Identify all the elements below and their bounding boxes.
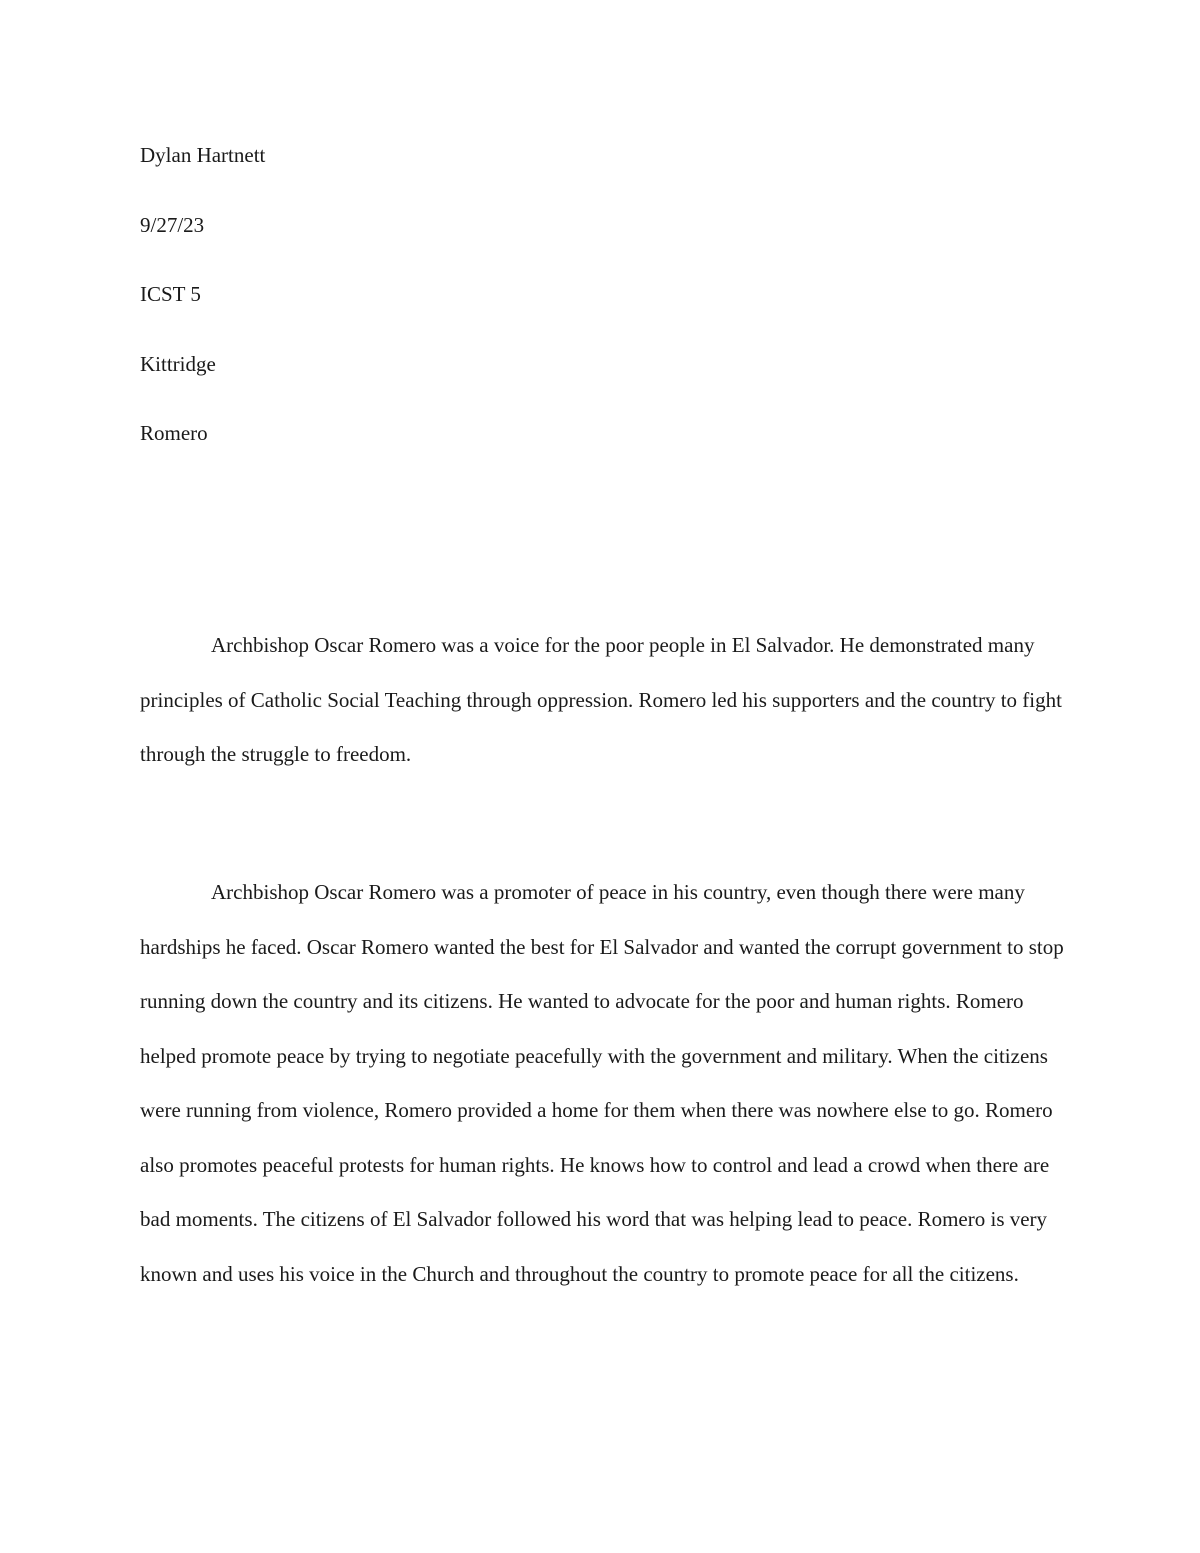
teacher-name: Kittridge bbox=[140, 351, 216, 376]
document-title: Romero bbox=[140, 421, 208, 445]
assignment-date: 9/27/23 bbox=[140, 212, 205, 237]
student-name: Dylan Hartnett bbox=[140, 143, 266, 167]
body-paragraph-2: Archbishop Oscar Romero was a promoter of peace in his country, even though there were many hardships he faced. Oscar Romero wanted the best for El Salvador and wanted the corrupt government to stop running down the country and its citizens. He wanted to advocate for the poor and human rights. Romero helped promote peace by trying to negotiate peacefully with the government and military. When the citizens were running from violence, Romero provided a home for them when there was nowhere else to go. Romero also promotes peaceful protests for human rights. He knows how to control and lead a crowd when there are bad moments. The citizens of El Salvador followed his word that was helping lead to peace. Romero is very known and uses his voice in the Church and throughout the country to promote peace for all the citizens. bbox=[140, 880, 1064, 1286]
heading-block bbox=[140, 138, 1060, 486]
body-paragraph-1: Archbishop Oscar Romero was a voice for the poor people in El Salvador. He demonstrated many principles of Catholic Social Teaching through oppression. Romero led his supporters and the country to fight through the struggle to freedom. bbox=[140, 633, 1062, 766]
course-name: ICST 5 bbox=[140, 282, 201, 306]
